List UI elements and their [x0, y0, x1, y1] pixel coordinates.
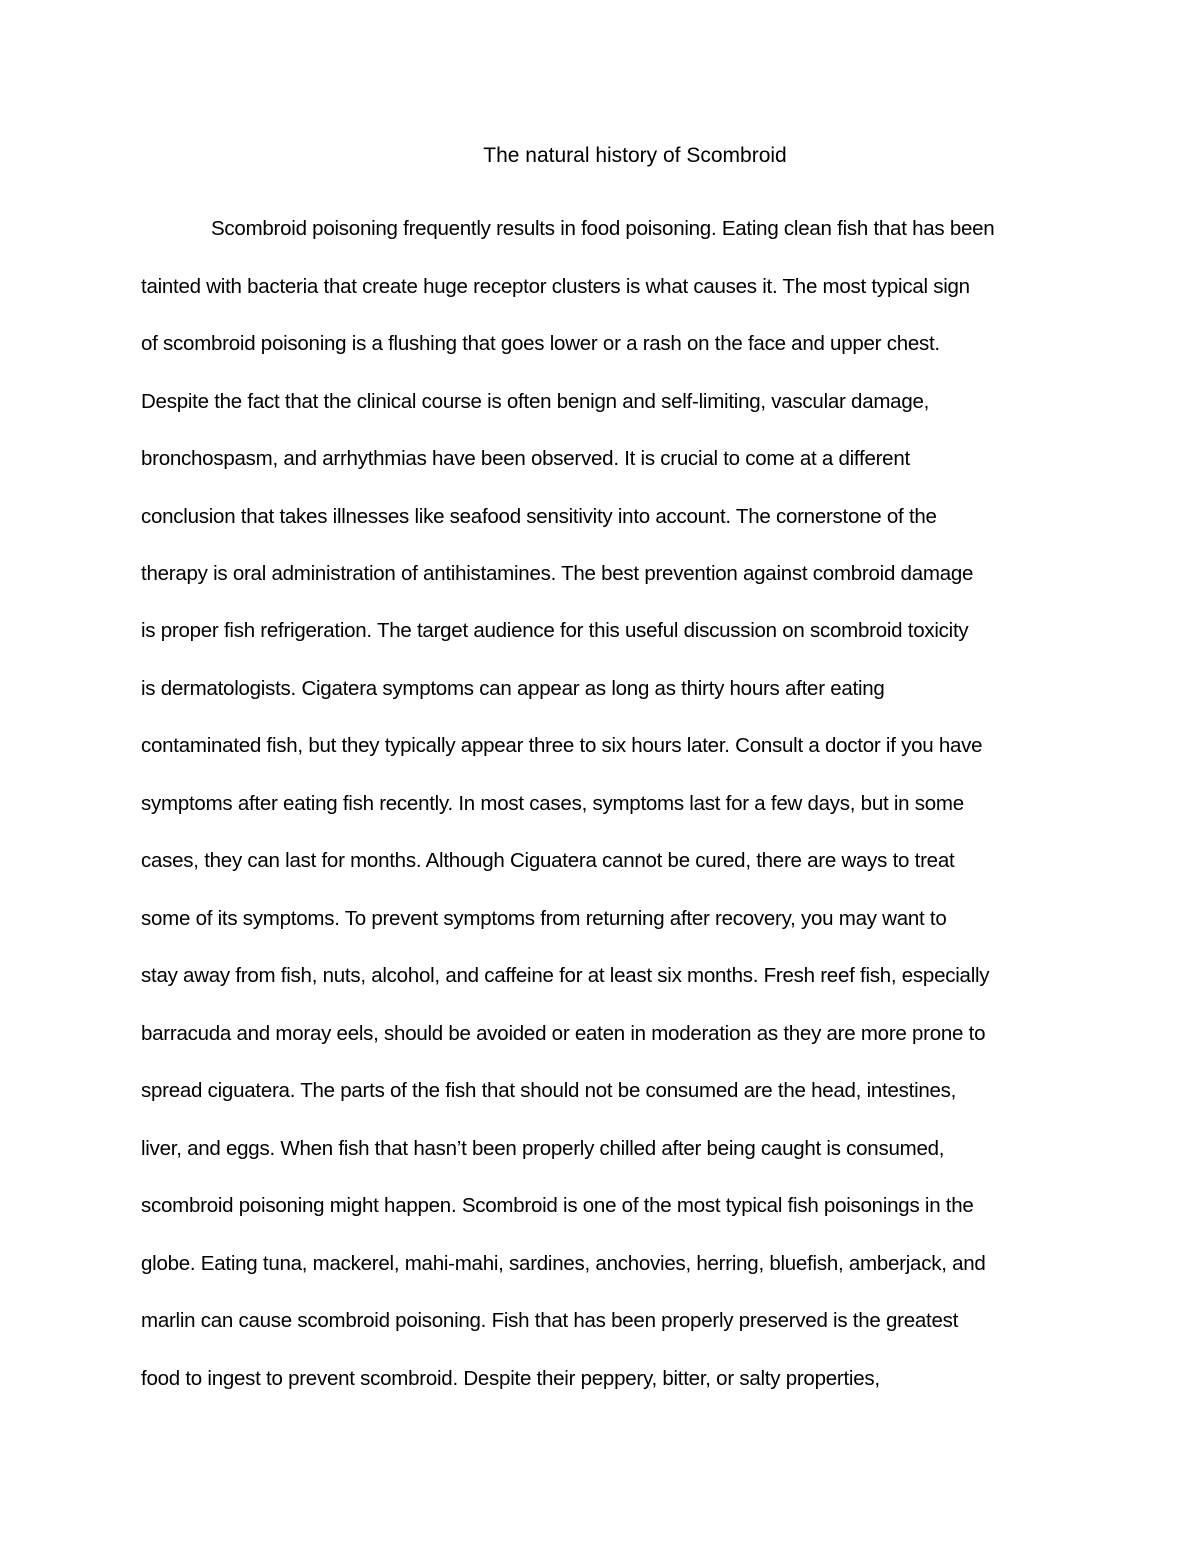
body-line: is dermatologists. Cigatera symptoms can appear as long as thirty hours after eating	[141, 677, 885, 700]
body-line: Scombroid poisoning frequently results in food poisoning. Eating clean fish that has been	[211, 217, 995, 240]
body-line: stay away from fish, nuts, alcohol, and caffeine for at least six months. Fresh reef fish, especially	[141, 964, 990, 987]
body-line: contaminated fish, but they typically appear three to six hours later. Consult a doctor if you have	[141, 734, 983, 757]
body-line: Despite the fact that the clinical course is often benign and self-limiting, vascular damage,	[141, 390, 930, 413]
body-line: barracuda and moray eels, should be avoided or eaten in moderation as they are more prone to	[141, 1022, 986, 1045]
body-line: food to ingest to prevent scombroid. Despite their peppery, bitter, or salty properties,	[141, 1367, 880, 1390]
body-line: is proper fish refrigeration. The target audience for this useful discussion on scombroid toxicity	[141, 619, 969, 642]
body-line: marlin can cause scombroid poisoning. Fish that has been properly preserved is the greatest	[141, 1309, 959, 1332]
body-line: of scombroid poisoning is a flushing that goes lower or a rash on the face and upper chest.	[141, 332, 940, 355]
body-line: cases, they can last for months. Although Ciguatera cannot be cured, there are ways to treat	[141, 849, 955, 872]
body-line: globe. Eating tuna, mackerel, mahi-mahi, sardines, anchovies, herring, bluefish, amberjack, and	[141, 1252, 986, 1275]
body-line: tainted with bacteria that create huge receptor clusters is what causes it. The most typical sign	[141, 275, 970, 298]
body-line: therapy is oral administration of antihistamines. The best prevention against combroid damage	[141, 562, 974, 585]
document-title: The natural history of Scombroid	[483, 144, 787, 167]
body-line: bronchospasm, and arrhythmias have been observed. It is crucial to come at a different	[141, 447, 910, 470]
body-line: spread ciguatera. The parts of the fish that should not be consumed are the head, intestines,	[141, 1079, 957, 1102]
body-line: scombroid poisoning might happen. Scombroid is one of the most typical fish poisonings in the	[141, 1194, 974, 1217]
body-line: symptoms after eating fish recently. In most cases, symptoms last for a few days, but in some	[141, 792, 964, 815]
body-line: conclusion that takes illnesses like seafood sensitivity into account. The cornerstone of the	[141, 505, 937, 528]
body-line: liver, and eggs. When fish that hasn’t been properly chilled after being caught is consumed,	[141, 1137, 945, 1160]
body-line: some of its symptoms. To prevent symptoms from returning after recovery, you may want to	[141, 907, 947, 930]
